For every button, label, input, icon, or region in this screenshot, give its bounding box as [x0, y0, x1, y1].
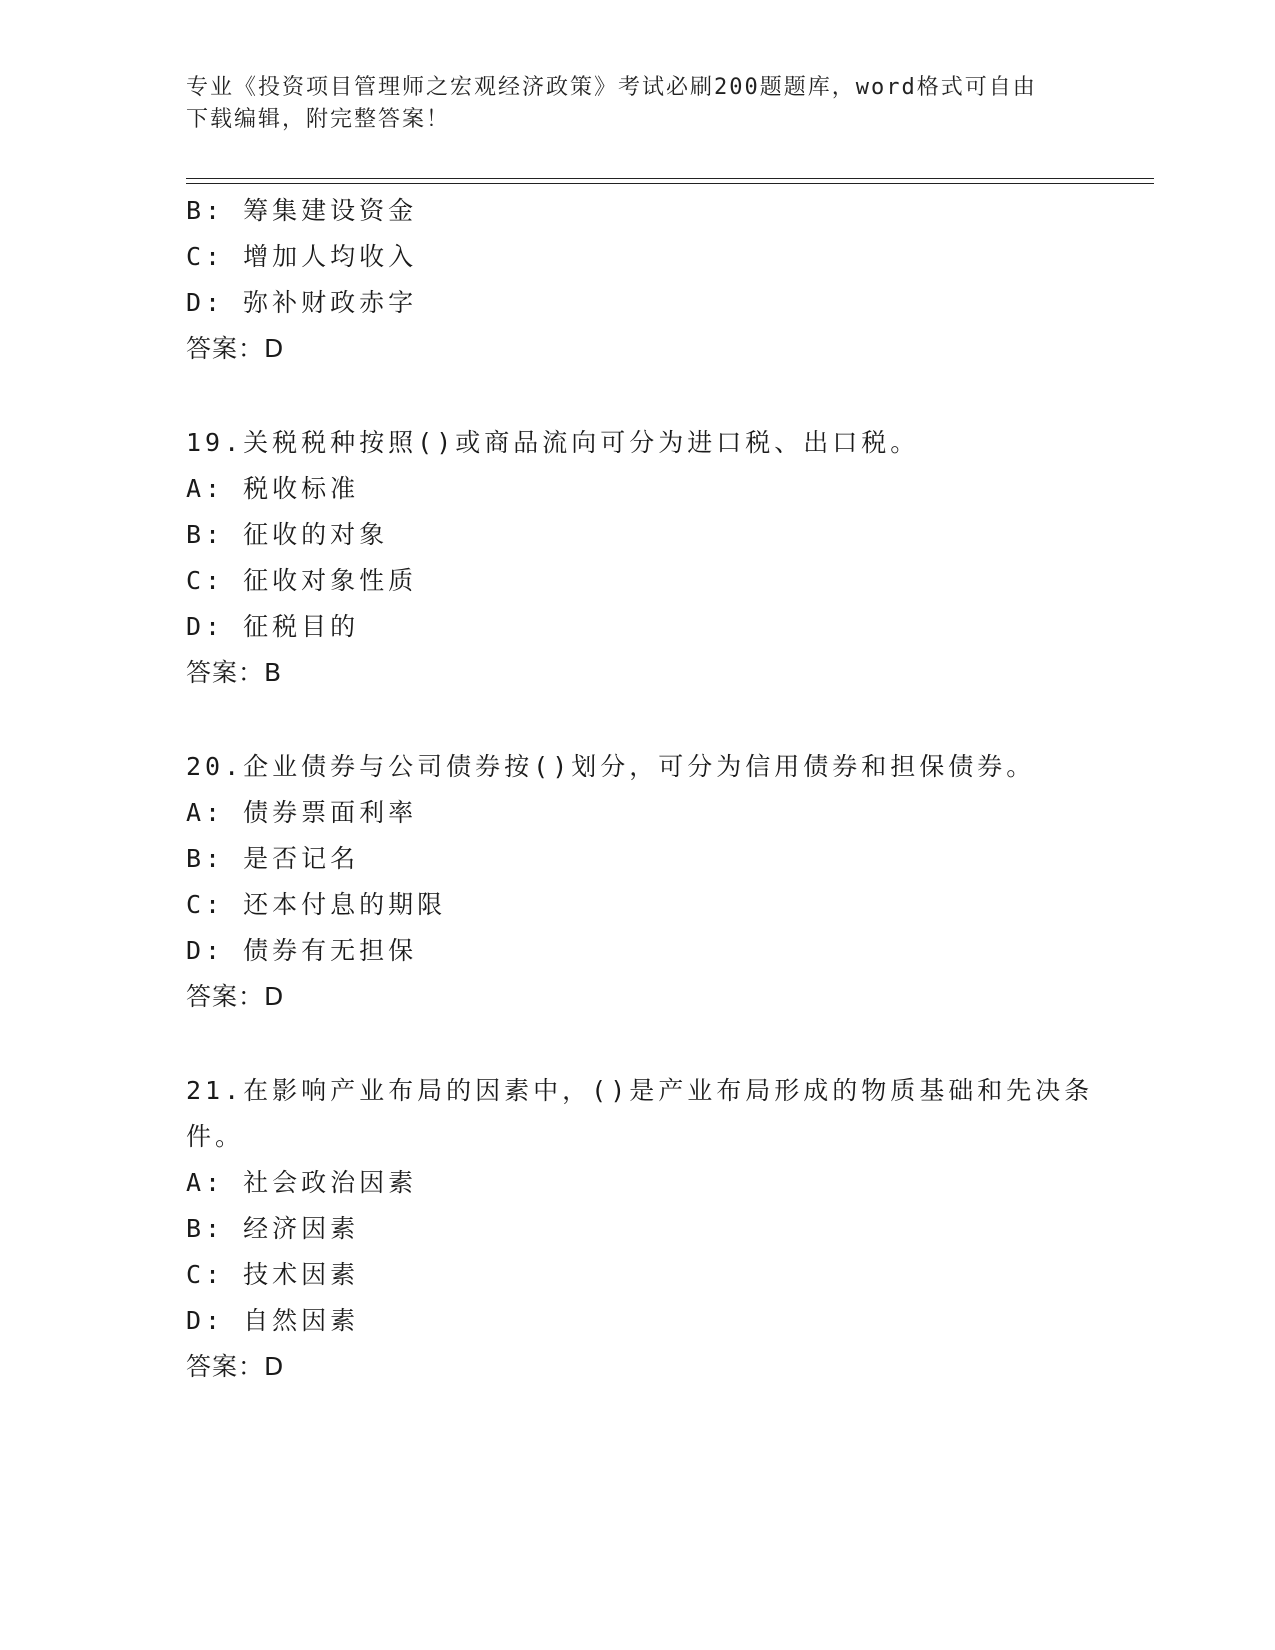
- option-b: B: 是否记名: [186, 844, 360, 873]
- question-list: [186, 188, 1094, 1390]
- question-19: [186, 420, 1086, 696]
- option-d: D: 征税目的: [186, 612, 360, 641]
- answer-line: 答案：D: [186, 1352, 285, 1381]
- option-b: B: 征收的对象: [186, 520, 389, 549]
- spacer: [186, 372, 1086, 420]
- question-20: [186, 744, 1086, 1020]
- question-stem: 20.企业债券与公司债券按()划分，可分为信用债券和担保债券。: [186, 752, 1036, 781]
- option-a: A: 社会政治因素: [186, 1168, 418, 1197]
- question-stem: 19.关税税种按照()或商品流向可分为进口税、出口税。: [186, 428, 920, 457]
- question-21: [186, 1068, 1094, 1390]
- answer-line: 答案：D: [186, 334, 285, 363]
- spacer: [186, 1020, 1086, 1068]
- option-c: C: 增加人均收入: [186, 242, 418, 271]
- option-b: B: 经济因素: [186, 1214, 360, 1243]
- header-rule-bottom: [186, 183, 1154, 184]
- document-header: [186, 72, 1066, 136]
- option-c: C: 还本付息的期限: [186, 890, 447, 919]
- answer-line: 答案：B: [186, 658, 283, 687]
- answer-line: 答案：D: [186, 982, 285, 1011]
- option-d: D: 自然因素: [186, 1306, 360, 1335]
- continued-question: [186, 188, 1086, 372]
- option-c: C: 技术因素: [186, 1260, 360, 1289]
- option-b: B: 筹集建设资金: [186, 196, 418, 225]
- spacer: [186, 696, 1086, 744]
- option-d: D: 债券有无担保: [186, 936, 418, 965]
- option-d: D: 弥补财政赤字: [186, 288, 418, 317]
- option-c: C: 征收对象性质: [186, 566, 418, 595]
- header-title-line-2: 下载编辑，附完整答案！: [186, 107, 451, 132]
- question-stem-continued: 件。: [186, 1122, 245, 1151]
- question-stem: 21.在影响产业布局的因素中，()是产业布局形成的物质基础和先决条: [186, 1076, 1094, 1105]
- option-a: A: 税收标准: [186, 474, 360, 503]
- header-rule-top: [186, 178, 1154, 179]
- header-title-line-1: 专业《投资项目管理师之宏观经济政策》考试必刷200题题库，word格式可自由: [186, 75, 1037, 100]
- option-a: A: 债券票面利率: [186, 798, 418, 827]
